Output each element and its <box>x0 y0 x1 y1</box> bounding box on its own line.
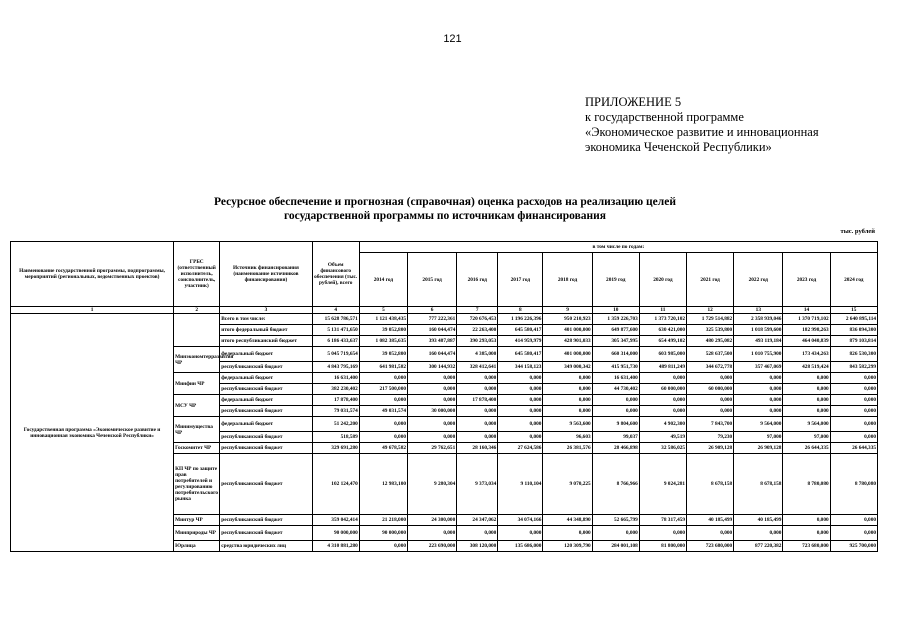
source-cell: республиканский бюджет <box>220 384 312 395</box>
value-cell: 16 631,400 <box>312 373 359 384</box>
value-cell: 344 672,778 <box>687 362 734 373</box>
appendix-line: ПРИЛОЖЕНИЕ 5 <box>585 95 682 109</box>
value-cell: 723 680,000 <box>687 541 734 552</box>
value-cell: 60 000,000 <box>687 384 734 395</box>
value-cell: 99,037 <box>592 432 639 443</box>
value-cell: 308 120,000 <box>457 541 498 552</box>
resource-table <box>10 241 878 552</box>
value-cell: 17 878,400 <box>312 395 359 406</box>
value-cell: 217 500,000 <box>359 384 407 395</box>
value-cell: 0,000 <box>543 526 592 541</box>
value-cell: 51 242,200 <box>312 417 359 432</box>
value-cell: 8 780,080 <box>783 454 830 515</box>
value-cell: 97,000 <box>734 432 783 443</box>
value-cell: 0,000 <box>498 395 543 406</box>
value-cell: 649 877,600 <box>592 325 639 336</box>
value-cell: 325 539,800 <box>687 325 734 336</box>
value-cell: 0,000 <box>408 432 457 443</box>
value-cell: 401 000,000 <box>543 325 592 336</box>
value-cell: 32 586,025 <box>639 443 686 454</box>
title-line: государственной программы по источникам финансирования <box>283 210 607 222</box>
value-cell: 357 467,069 <box>734 362 783 373</box>
value-cell: 0,000 <box>408 384 457 395</box>
header-year: 2023 год <box>783 253 830 307</box>
value-cell: 645 580,417 <box>498 347 543 362</box>
value-cell: 0,000 <box>687 373 734 384</box>
value-cell: 0,000 <box>592 526 639 541</box>
value-cell: 1 370 719,102 <box>783 314 830 325</box>
value-cell: 39 052,800 <box>359 347 407 362</box>
value-cell: 9 564,000 <box>783 417 830 432</box>
value-cell: 9 110,104 <box>498 454 543 515</box>
value-cell: 4 902,300 <box>639 417 686 432</box>
value-cell: 0,000 <box>457 373 498 384</box>
value-cell: 464 040,839 <box>783 336 830 347</box>
value-cell: 9 280,304 <box>408 454 457 515</box>
value-cell: 925 700,000 <box>830 541 877 552</box>
value-cell: 723 680,000 <box>783 541 830 552</box>
grbs-cell: МСУ ЧР <box>174 395 220 417</box>
column-number: 11 <box>639 307 686 314</box>
column-number: 15 <box>830 307 877 314</box>
value-cell: 9 563,600 <box>543 417 592 432</box>
value-cell: 603 985,000 <box>639 347 686 362</box>
value-cell: 0,000 <box>457 526 498 541</box>
header-program: Наименование государственной программы, подпрограммы, мероприятий (региональных, ведомственных проектов) <box>11 242 174 307</box>
value-cell: 359 042,414 <box>312 515 359 526</box>
source-cell: федеральный бюджет <box>220 395 312 406</box>
value-cell: 28 466,898 <box>592 443 639 454</box>
value-cell: 28 160,346 <box>457 443 498 454</box>
value-cell: 0,000 <box>498 526 543 541</box>
value-cell: 44 730,402 <box>592 384 639 395</box>
value-cell: 0,000 <box>359 373 407 384</box>
value-cell: 0,000 <box>498 406 543 417</box>
grbs-cell: Госкомитет ЧР <box>174 443 220 454</box>
value-cell: 877 220,382 <box>734 541 783 552</box>
value-cell: 24 347,062 <box>457 515 498 526</box>
value-cell: 0,000 <box>830 417 877 432</box>
title-line: Ресурсное обеспечение и прогнозная (справочная) оценка расходов на реализацию целей <box>214 196 676 208</box>
column-number: 8 <box>498 307 543 314</box>
value-cell: 836 094,300 <box>830 325 877 336</box>
value-cell: 0,000 <box>457 417 498 432</box>
value-cell: 0,000 <box>830 526 877 541</box>
value-cell: 0,000 <box>408 526 457 541</box>
value-cell: 0,000 <box>734 406 783 417</box>
value-cell: 0,000 <box>543 395 592 406</box>
value-cell: 49 678,582 <box>359 443 407 454</box>
value-cell: 0,000 <box>408 373 457 384</box>
value-cell: 660 314,000 <box>592 347 639 362</box>
value-cell: 349 000,342 <box>543 362 592 373</box>
value-cell: 777 222,361 <box>408 314 457 325</box>
value-cell: 26 644,335 <box>783 443 830 454</box>
value-cell: 5 131 471,650 <box>312 325 359 336</box>
value-cell: 2 358 939,046 <box>734 314 783 325</box>
value-cell: 8 678,158 <box>734 454 783 515</box>
source-cell: средства юридических лиц <box>220 541 312 552</box>
value-cell: 0,000 <box>359 395 407 406</box>
value-cell: 49,519 <box>639 432 686 443</box>
value-cell: 90 000,000 <box>359 526 407 541</box>
value-cell: 0,000 <box>498 432 543 443</box>
value-cell: 305 347,995 <box>592 336 639 347</box>
value-cell: 0,000 <box>734 526 783 541</box>
value-cell: 428 901,033 <box>543 336 592 347</box>
grbs-cell: Минтур ЧР <box>174 515 220 526</box>
source-cell: республиканский бюджет <box>220 515 312 526</box>
column-number: 2 <box>174 307 220 314</box>
value-cell: 528 637,500 <box>687 347 734 362</box>
source-cell: республиканский бюджет <box>220 443 312 454</box>
value-cell: 0,000 <box>830 432 877 443</box>
value-cell: 26 644,335 <box>830 443 877 454</box>
value-cell: 27 624,586 <box>498 443 543 454</box>
value-cell: 493 119,184 <box>734 336 783 347</box>
value-cell: 34 074,166 <box>498 515 543 526</box>
column-number: 13 <box>734 307 783 314</box>
value-cell: 44 348,890 <box>543 515 592 526</box>
source-cell: республиканский бюджет <box>220 526 312 541</box>
value-cell: 879 103,814 <box>830 336 877 347</box>
header-year: 2021 год <box>687 253 734 307</box>
appendix-line: экономика Чеченской Республики» <box>585 140 772 154</box>
column-number: 10 <box>592 307 639 314</box>
value-cell: 0,000 <box>359 432 407 443</box>
value-cell: 8 766,966 <box>592 454 639 515</box>
source-cell: республиканский бюджет <box>220 362 312 373</box>
value-cell: 300 144,932 <box>408 362 457 373</box>
value-cell: 654 499,102 <box>639 336 686 347</box>
value-cell: 0,000 <box>408 395 457 406</box>
source-cell: федеральный бюджет <box>220 417 312 432</box>
value-cell: 0,000 <box>457 384 498 395</box>
appendix-line: «Экономическое развитие и инновационная <box>585 125 819 139</box>
source-cell: итого республиканский бюджет <box>220 336 312 347</box>
value-cell: 0,000 <box>687 526 734 541</box>
value-cell: 60 000,000 <box>639 384 686 395</box>
source-cell: республиканский бюджет <box>220 432 312 443</box>
value-cell: 40 185,499 <box>687 515 734 526</box>
value-cell: 0,000 <box>498 373 543 384</box>
value-cell: 49 031,574 <box>359 406 407 417</box>
value-cell: 26 909,128 <box>687 443 734 454</box>
value-cell: 393 487,887 <box>408 336 457 347</box>
value-cell: 645 580,417 <box>498 325 543 336</box>
header-year: 2017 год <box>498 253 543 307</box>
value-cell: 0,000 <box>830 515 877 526</box>
value-cell: 344 158,123 <box>498 362 543 373</box>
value-cell: 79,230 <box>687 432 734 443</box>
value-cell: 0,000 <box>639 395 686 406</box>
header-years-group: в том числе по годам: <box>359 242 877 253</box>
value-cell: 1 018 599,600 <box>734 325 783 336</box>
value-cell: 0,000 <box>359 541 407 552</box>
value-cell: 90 000,000 <box>312 526 359 541</box>
header-total: Объем финансового обеспечения (тыс. рублей), всего <box>312 242 359 307</box>
value-cell: 0,000 <box>543 406 592 417</box>
value-cell: 0,000 <box>734 373 783 384</box>
value-cell: 1 196 226,396 <box>498 314 543 325</box>
source-cell: итого федеральный бюджет <box>220 325 312 336</box>
value-cell: 0,000 <box>830 384 877 395</box>
grbs-cell: Минприроды ЧР <box>174 526 220 541</box>
value-cell: 2 640 895,114 <box>830 314 877 325</box>
value-cell: 52 665,799 <box>592 515 639 526</box>
value-cell: 4 843 795,169 <box>312 362 359 373</box>
column-number: 12 <box>687 307 734 314</box>
document-title <box>150 195 740 223</box>
value-cell: 720 676,453 <box>457 314 498 325</box>
value-cell: 1 729 514,882 <box>687 314 734 325</box>
value-cell: 9 070,225 <box>543 454 592 515</box>
value-cell: 1 082 385,635 <box>359 336 407 347</box>
value-cell: 1 010 755,900 <box>734 347 783 362</box>
header-year: 2020 год <box>639 253 686 307</box>
value-cell: 0,000 <box>457 432 498 443</box>
value-cell: 17 878,400 <box>457 395 498 406</box>
value-cell: 97,000 <box>783 432 830 443</box>
value-cell: 0,000 <box>639 526 686 541</box>
value-cell: 390 293,053 <box>457 336 498 347</box>
value-cell: 0,000 <box>830 395 877 406</box>
value-cell: 24 300,000 <box>408 515 457 526</box>
value-cell: 9 804,600 <box>592 417 639 432</box>
value-cell: 415 951,730 <box>592 362 639 373</box>
table-row <box>11 314 878 325</box>
column-number: 7 <box>457 307 498 314</box>
value-cell: 7 843,700 <box>687 417 734 432</box>
page-number: 121 <box>443 33 462 45</box>
value-cell: 0,000 <box>592 395 639 406</box>
value-cell: 160 044,474 <box>408 325 457 336</box>
value-cell: 950 210,923 <box>543 314 592 325</box>
column-number: 4 <box>312 307 359 314</box>
header-year: 2014 год <box>359 253 407 307</box>
grbs-cell: Минимущества ЧР <box>174 417 220 443</box>
column-number: 1 <box>11 307 174 314</box>
value-cell: 29 762,651 <box>408 443 457 454</box>
value-cell: 630 421,000 <box>639 325 686 336</box>
value-cell: 428 519,424 <box>783 362 830 373</box>
grbs-cell: Минфин ЧР <box>174 373 220 395</box>
grbs-cell: КП ЧР по защите прав потребителей и регулированию потребительского рынка <box>174 454 220 515</box>
value-cell: 160 044,474 <box>408 347 457 362</box>
header-year: 2016 год <box>457 253 498 307</box>
value-cell: 826 530,300 <box>830 347 877 362</box>
header-year: 2022 год <box>734 253 783 307</box>
value-cell: 1 359 226,703 <box>592 314 639 325</box>
value-cell: 0,000 <box>543 384 592 395</box>
value-cell: 39 052,800 <box>359 325 407 336</box>
value-cell: 329 691,280 <box>312 443 359 454</box>
value-cell: 0,000 <box>543 373 592 384</box>
source-cell: республиканский бюджет <box>220 406 312 417</box>
value-cell: 16 631,400 <box>592 373 639 384</box>
grbs-cell <box>174 314 220 347</box>
program-name-cell: Государственная программа «Экономическое развитие и инновационная экономика Чеченской Республики» <box>11 314 174 552</box>
value-cell: 0,000 <box>687 406 734 417</box>
source-cell: республиканский бюджет <box>220 454 312 515</box>
value-cell: 0,000 <box>592 406 639 417</box>
value-cell: 102 124,470 <box>312 454 359 515</box>
value-cell: 173 434,263 <box>783 347 830 362</box>
value-cell: 0,000 <box>639 406 686 417</box>
value-cell: 641 981,582 <box>359 362 407 373</box>
value-cell: 0,000 <box>687 395 734 406</box>
value-cell: 15 628 786,571 <box>312 314 359 325</box>
grbs-cell: Юрлица <box>174 541 220 552</box>
value-cell: 135 686,000 <box>498 541 543 552</box>
value-cell: 26 381,576 <box>543 443 592 454</box>
value-cell: 1 373 720,102 <box>639 314 686 325</box>
value-cell: 0,000 <box>359 417 407 432</box>
value-cell: 4 310 881,280 <box>312 541 359 552</box>
value-cell: 0,000 <box>783 515 830 526</box>
column-number: 6 <box>408 307 457 314</box>
source-cell: Всего в том числе: <box>220 314 312 325</box>
header-grbs: ГРБС (ответственный исполнитель, соисполнитель, участник) <box>174 242 220 307</box>
value-cell: 79 031,574 <box>312 406 359 417</box>
value-cell: 489 811,249 <box>639 362 686 373</box>
column-number: 14 <box>783 307 830 314</box>
source-cell: федеральный бюджет <box>220 373 312 384</box>
value-cell: 0,000 <box>830 406 877 417</box>
value-cell: 0,000 <box>734 384 783 395</box>
value-cell: 8 678,158 <box>687 454 734 515</box>
value-cell: 81 800,000 <box>639 541 686 552</box>
value-cell: 96,603 <box>543 432 592 443</box>
value-cell: 21 218,000 <box>359 515 407 526</box>
value-cell: 328 412,641 <box>457 362 498 373</box>
value-cell: 40 185,499 <box>734 515 783 526</box>
header-source: Источник финансирования (наименование источников финансирования) <box>220 242 312 307</box>
appendix-header <box>585 95 895 155</box>
value-cell: 12 983,100 <box>359 454 407 515</box>
value-cell: 9 373,034 <box>457 454 498 515</box>
value-cell: 22 263,400 <box>457 325 498 336</box>
value-cell: 0,000 <box>783 384 830 395</box>
column-number: 9 <box>543 307 592 314</box>
value-cell: 0,000 <box>734 395 783 406</box>
value-cell: 382 230,402 <box>312 384 359 395</box>
value-cell: 0,000 <box>783 373 830 384</box>
value-cell: 78 317,459 <box>639 515 686 526</box>
value-cell: 401 000,000 <box>543 347 592 362</box>
value-cell: 0,000 <box>639 373 686 384</box>
value-cell: 414 959,979 <box>498 336 543 347</box>
value-cell: 30 000,000 <box>408 406 457 417</box>
grbs-cell: Минэкономтерразвития ЧР <box>174 347 220 373</box>
value-cell: 6 186 433,637 <box>312 336 359 347</box>
header-year: 2018 год <box>543 253 592 307</box>
value-cell: 0,000 <box>830 373 877 384</box>
value-cell: 0,000 <box>783 526 830 541</box>
value-cell: 518,589 <box>312 432 359 443</box>
header-year: 2024 год <box>830 253 877 307</box>
value-cell: 223 690,000 <box>408 541 457 552</box>
source-cell: федеральный бюджет <box>220 347 312 362</box>
value-cell: 8 780,080 <box>830 454 877 515</box>
value-cell: 0,000 <box>498 417 543 432</box>
column-number: 5 <box>359 307 407 314</box>
units-label: тыс. рублей <box>840 228 875 235</box>
value-cell: 9 564,000 <box>734 417 783 432</box>
value-cell: 120 309,790 <box>543 541 592 552</box>
header-year: 2015 год <box>408 253 457 307</box>
value-cell: 843 582,299 <box>830 362 877 373</box>
value-cell: 182 998,263 <box>783 325 830 336</box>
column-number: 3 <box>220 307 312 314</box>
value-cell: 26 909,128 <box>734 443 783 454</box>
value-cell: 0,000 <box>783 395 830 406</box>
value-cell: 4 385,000 <box>457 347 498 362</box>
value-cell: 284 001,108 <box>592 541 639 552</box>
header-year: 2019 год <box>592 253 639 307</box>
value-cell: 480 295,082 <box>687 336 734 347</box>
appendix-line: к государственной программе <box>585 110 744 124</box>
value-cell: 5 045 719,654 <box>312 347 359 362</box>
value-cell: 0,000 <box>783 406 830 417</box>
value-cell: 9 024,281 <box>639 454 686 515</box>
value-cell: 0,000 <box>457 406 498 417</box>
value-cell: 1 121 438,435 <box>359 314 407 325</box>
value-cell: 0,000 <box>498 384 543 395</box>
value-cell: 0,000 <box>408 417 457 432</box>
